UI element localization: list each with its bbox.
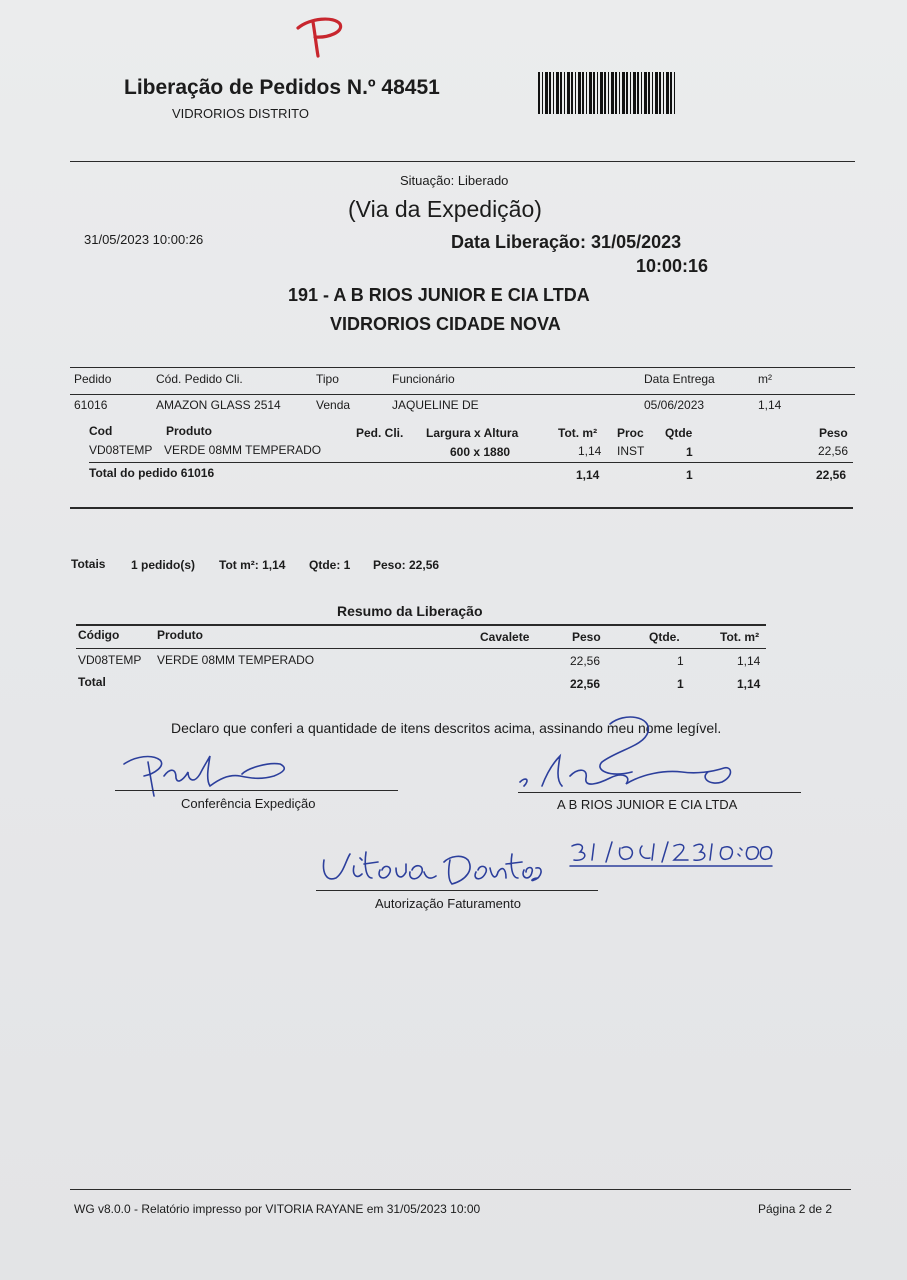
totals-peso: Peso: 22,56 bbox=[373, 558, 440, 572]
col-header-tot-m2: Tot. m² bbox=[558, 426, 598, 440]
signature-client bbox=[514, 706, 744, 796]
signature-label-client: A B RIOS JUNIOR E CIA LTDA bbox=[557, 797, 738, 812]
order-total-qtde: 1 bbox=[686, 468, 693, 482]
summary-row-peso: 22,56 bbox=[570, 654, 601, 668]
item-peso: 22,56 bbox=[818, 444, 849, 458]
summary-row-tot-m2: 1,14 bbox=[737, 654, 761, 668]
divider bbox=[76, 648, 766, 649]
document-title: Liberação de Pedidos N.º 48451 bbox=[124, 76, 440, 99]
signature-line-client bbox=[518, 792, 801, 793]
order-pedido: 61016 bbox=[74, 398, 108, 412]
order-cod-pedido-cli: AMAZON GLASS 2514 bbox=[156, 398, 281, 412]
barcode bbox=[538, 72, 676, 114]
footer-divider bbox=[70, 1189, 851, 1190]
summary-total-tot-m2: 1,14 bbox=[737, 677, 761, 691]
col-header-ped-cli: Ped. Cli. bbox=[356, 426, 404, 440]
divider bbox=[76, 624, 766, 626]
status-text: Situação: Liberado bbox=[400, 173, 509, 188]
item-cod: VD08TEMP bbox=[89, 443, 153, 457]
item-proc: INST bbox=[617, 444, 645, 458]
footer-printed-by: WG v8.0.0 - Relatório impresso por VITORIA RAYANE em 31/05/2023 10:00 bbox=[74, 1202, 481, 1216]
footer-page-number: Página 2 de 2 bbox=[758, 1202, 833, 1216]
summary-row-qtde: 1 bbox=[677, 654, 684, 668]
item-tot-m2: 1,14 bbox=[578, 444, 602, 458]
item-largura-altura: 600 x 1880 bbox=[450, 445, 511, 459]
handwritten-datetime bbox=[566, 840, 776, 870]
totals-tot-m2: Tot m²: 1,14 bbox=[219, 558, 286, 572]
order-total-peso: 22,56 bbox=[816, 468, 847, 482]
signature-line-faturamento bbox=[316, 890, 598, 891]
handwritten-mark-p bbox=[288, 12, 352, 60]
order-m2: 1,14 bbox=[758, 398, 782, 412]
divider bbox=[70, 507, 853, 509]
col-header-funcionario: Funcionário bbox=[392, 372, 455, 386]
summary-row-codigo: VD08TEMP bbox=[78, 653, 142, 667]
col-header-pedido: Pedido bbox=[74, 372, 112, 386]
via-label: (Via da Expedição) bbox=[348, 196, 542, 222]
item-produto: VERDE 08MM TEMPERADO bbox=[164, 443, 322, 457]
client-name: 191 - A B RIOS JUNIOR E CIA LTDA bbox=[288, 285, 590, 305]
col-header-cod: Cod bbox=[89, 424, 113, 438]
summary-header-qtde: Qtde. bbox=[649, 630, 680, 644]
order-funcionario: JAQUELINE DE bbox=[392, 398, 479, 412]
branch-name: VIDRORIOS DISTRITO bbox=[172, 106, 309, 121]
summary-header-peso: Peso bbox=[572, 630, 601, 644]
signature-label-expedicao: Conferência Expedição bbox=[181, 796, 316, 811]
client-store: VIDRORIOS CIDADE NOVA bbox=[330, 314, 561, 334]
col-header-data-entrega: Data Entrega bbox=[644, 372, 715, 386]
summary-total-qtde: 1 bbox=[677, 677, 684, 691]
summary-header-codigo: Código bbox=[78, 628, 120, 642]
col-header-m2: m² bbox=[758, 372, 772, 386]
signature-label-faturamento: Autorização Faturamento bbox=[375, 896, 521, 911]
summary-row-produto: VERDE 08MM TEMPERADO bbox=[157, 653, 315, 667]
col-header-produto: Produto bbox=[166, 424, 212, 438]
summary-total-label: Total bbox=[78, 675, 106, 689]
divider bbox=[70, 161, 855, 162]
signature-vitoria-dantas bbox=[316, 838, 548, 892]
col-header-largura-altura: Largura x Altura bbox=[426, 426, 519, 440]
summary-header-produto: Produto bbox=[157, 628, 203, 642]
item-qtde: 1 bbox=[686, 445, 693, 459]
totals-pedidos: 1 pedido(s) bbox=[131, 558, 196, 572]
signature-paulo bbox=[118, 746, 298, 800]
col-header-tipo: Tipo bbox=[316, 372, 339, 386]
summary-title: Resumo da Liberação bbox=[337, 603, 483, 619]
release-date: Data Liberação: 31/05/2023 bbox=[451, 232, 682, 252]
divider bbox=[70, 394, 855, 395]
totals-label: Totais bbox=[71, 557, 106, 571]
summary-header-tot-m2: Tot. m² bbox=[720, 630, 760, 644]
col-header-peso: Peso bbox=[819, 426, 848, 440]
totals-qtde: Qtde: 1 bbox=[309, 558, 351, 572]
divider bbox=[89, 462, 853, 463]
col-header-cod-pedido-cli: Cód. Pedido Cli. bbox=[156, 372, 243, 386]
signature-line-expedicao bbox=[115, 790, 398, 791]
order-total-label: Total do pedido 61016 bbox=[89, 466, 215, 480]
order-total-tot-m2: 1,14 bbox=[576, 468, 600, 482]
summary-header-cavalete: Cavalete bbox=[480, 630, 530, 644]
divider bbox=[70, 367, 855, 368]
col-header-proc: Proc bbox=[617, 426, 644, 440]
summary-total-peso: 22,56 bbox=[570, 677, 601, 691]
order-data-entrega: 05/06/2023 bbox=[644, 398, 705, 412]
declaration-text: Declaro que conferi a quantidade de itens descritos acima, assinando meu nome legível. bbox=[171, 720, 722, 736]
order-tipo: Venda bbox=[316, 398, 351, 412]
release-time: 10:00:16 bbox=[636, 256, 709, 276]
printed-timestamp: 31/05/2023 10:00:26 bbox=[84, 232, 204, 247]
col-header-qtde: Qtde bbox=[665, 426, 693, 440]
